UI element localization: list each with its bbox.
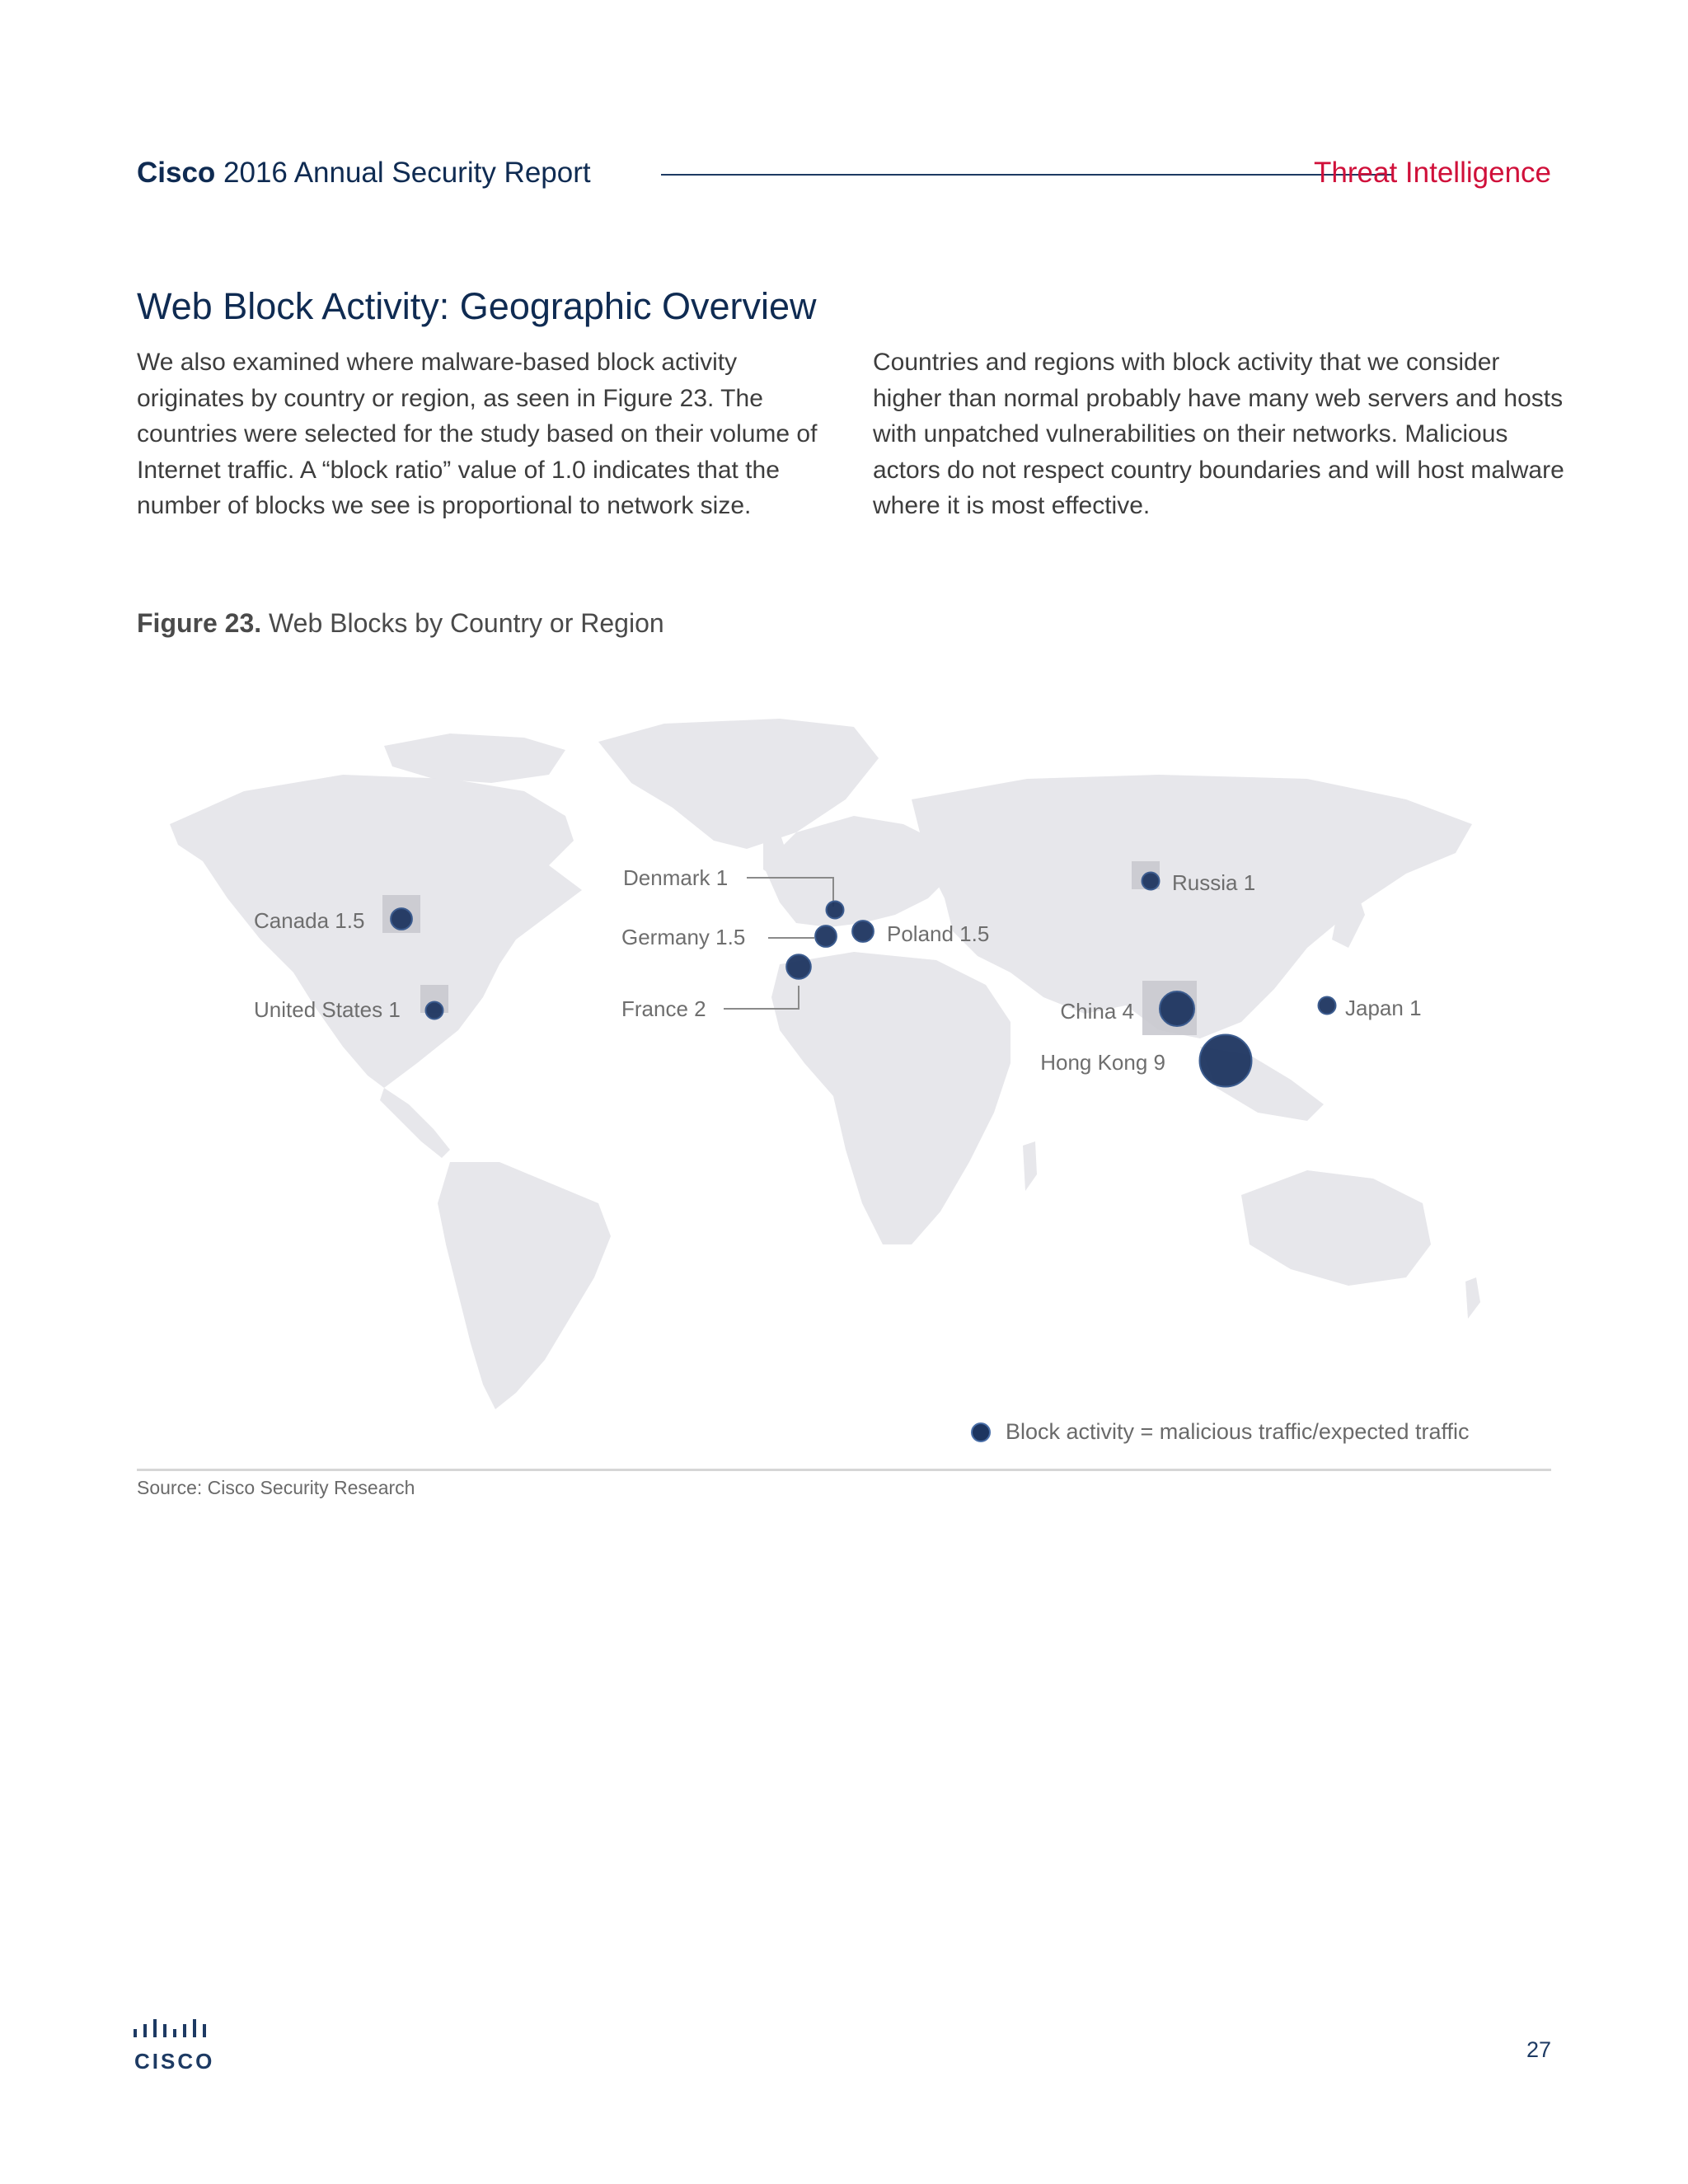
- body-column-right: Countries and regions with block activity that we consider higher than normal probably have many web servers and hosts with unpatched vulnerabilities on their networks. Malicious actors do not respect country boundaries and will host malware where it is most effective.: [873, 349, 1564, 519]
- bubble-japan: [1319, 997, 1336, 1015]
- bubble-germany: [815, 926, 837, 947]
- bubble-poland: [852, 921, 874, 942]
- land-north-america: [170, 775, 582, 1088]
- land-south-america: [438, 1162, 611, 1409]
- bubble-france: [786, 954, 811, 979]
- land-australia: [1241, 1170, 1431, 1286]
- bubble-canada: [391, 908, 412, 930]
- land-new-zealand: [1465, 1277, 1480, 1319]
- report-title: [137, 157, 591, 190]
- label-germany: Germany 1.5: [621, 925, 746, 949]
- label-china: China 4: [1060, 999, 1134, 1024]
- page-header: [137, 153, 1551, 194]
- report-name: 2016 Annual Security Report: [215, 157, 591, 189]
- page-title: Web Block Activity: Geographic Overview: [137, 285, 817, 327]
- bubble-russia: [1142, 873, 1160, 890]
- bubble-united-states: [426, 1002, 443, 1019]
- label-japan: Japan 1: [1345, 996, 1422, 1020]
- label-united-states: United States 1: [254, 997, 401, 1022]
- label-france: France 2: [621, 996, 706, 1021]
- label-poland: Poland 1.5: [887, 921, 990, 946]
- land-arctic-islands: [384, 733, 565, 783]
- body-column-left: We also examined where malware-based block activity originates by country or region, as seen in Figure 23. The countries were selected for the study based on their volume of Internet traffic. A “block ratio” value of 1.0 indicates that the number of blocks we see is proportional to network size.: [137, 349, 818, 519]
- world-map: [137, 701, 1551, 1442]
- label-canada: Canada 1.5: [254, 908, 365, 933]
- label-denmark: Denmark 1: [623, 865, 729, 890]
- figure-title: Web Blocks by Country or Region: [269, 608, 664, 638]
- figure-divider: [137, 1469, 1551, 1471]
- brand-name: Cisco: [137, 157, 216, 189]
- legend-bubble-icon: [971, 1422, 991, 1442]
- figure-caption: [137, 608, 664, 639]
- page-number: 27: [1526, 2037, 1551, 2062]
- land-masses: [170, 719, 1480, 1409]
- land-africa: [771, 952, 1010, 1244]
- figure-source: Source: Cisco Security Research: [137, 1477, 415, 1498]
- land-madagascar: [1023, 1141, 1037, 1191]
- bubble-hong-kong: [1200, 1035, 1252, 1087]
- label-hong-kong: Hong Kong 9: [1040, 1050, 1165, 1075]
- section-title: Threat Intelligence: [1314, 157, 1551, 189]
- legend-text: Block activity = malicious traffic/expected traffic: [1006, 1419, 1470, 1444]
- cisco-logo-wordmark: CISCO: [134, 2049, 215, 2074]
- land-central-america: [380, 1088, 450, 1158]
- label-russia: Russia 1: [1172, 870, 1256, 895]
- header-divider: [661, 174, 1393, 176]
- bubble-china: [1160, 991, 1194, 1026]
- figure-number: Figure 23.: [137, 608, 262, 638]
- bubble-denmark: [827, 902, 844, 919]
